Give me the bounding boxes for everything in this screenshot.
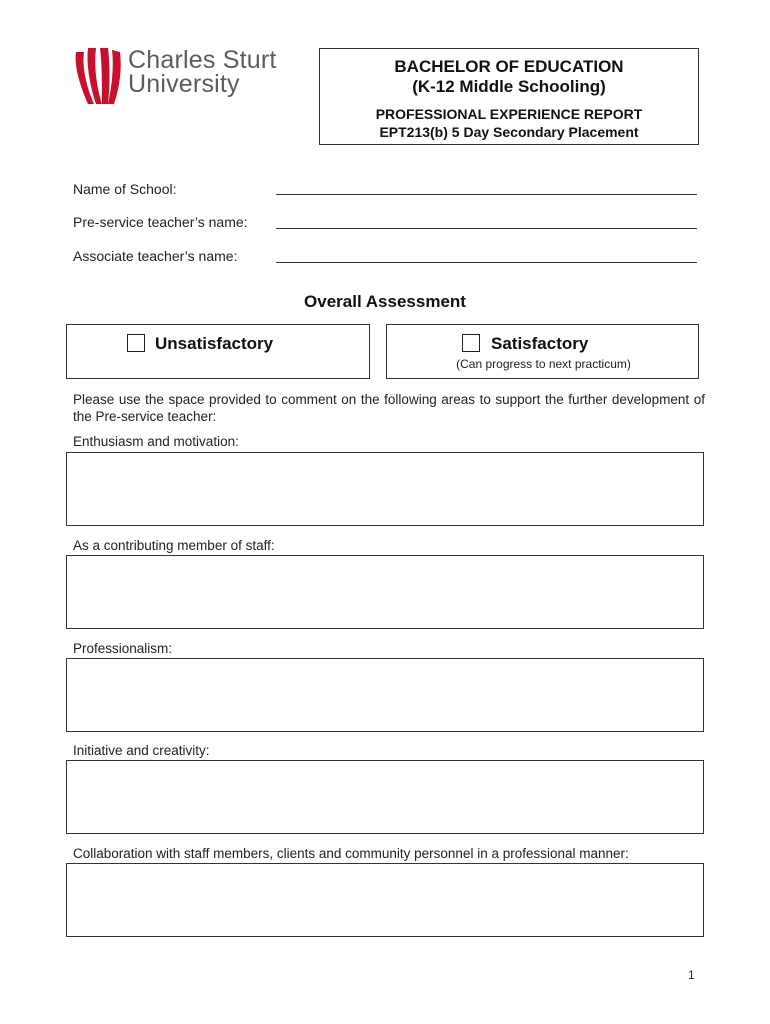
satisfactory-checkbox[interactable] (462, 334, 480, 352)
preservice-teacher-field[interactable] (276, 228, 697, 229)
collaboration-comment-box[interactable] (66, 863, 704, 937)
contributing-member-comment-box[interactable] (66, 555, 704, 629)
placement-title: EPT213(b) 5 Day Secondary Placement (379, 124, 639, 140)
collaboration-label: Collaboration with staff members, clients and community personnel in a professional manner: (73, 846, 629, 861)
preservice-teacher-label: Pre-service teacher’s name: (73, 214, 248, 230)
report-title-box (319, 48, 699, 145)
satisfactory-note: (Can progress to next practicum) (456, 357, 631, 371)
school-name-label: Name of School: (73, 181, 177, 197)
contributing-member-label: As a contributing member of staff: (73, 538, 275, 553)
unsatisfactory-label: Unsatisfactory (155, 334, 274, 353)
professionalism-comment-box[interactable] (66, 658, 704, 732)
satisfactory-label: Satisfactory (491, 334, 589, 353)
associate-teacher-field[interactable] (276, 262, 697, 263)
initiative-comment-box[interactable] (66, 760, 704, 834)
school-name-field[interactable] (276, 194, 697, 195)
professionalism-label: Professionalism: (73, 641, 173, 656)
degree-title: BACHELOR OF EDUCATION (394, 57, 624, 76)
logo-text-line1: Charles Sturt (128, 46, 277, 74)
overall-assessment-heading: Overall Assessment (304, 292, 466, 311)
logo-text-line2: University (128, 70, 240, 98)
unsatisfactory-box (66, 324, 370, 379)
enthusiasm-comment-box[interactable] (66, 452, 704, 526)
satisfactory-box (386, 324, 699, 379)
associate-teacher-label: Associate teacher’s name: (73, 248, 238, 264)
unsatisfactory-checkbox[interactable] (127, 334, 145, 352)
csu-flame-logo-icon (72, 46, 126, 106)
enthusiasm-label: Enthusiasm and motivation: (73, 434, 239, 449)
initiative-label: Initiative and creativity: (73, 743, 210, 758)
report-title: PROFESSIONAL EXPERIENCE REPORT (375, 106, 643, 122)
instructions-text: Please use the space provided to comment on the following areas to support the further development of the Pre-service teacher: (73, 392, 705, 424)
page-number: 1 (688, 968, 695, 982)
program-title: (K-12 Middle Schooling) (412, 77, 606, 96)
university-logo (72, 46, 302, 108)
